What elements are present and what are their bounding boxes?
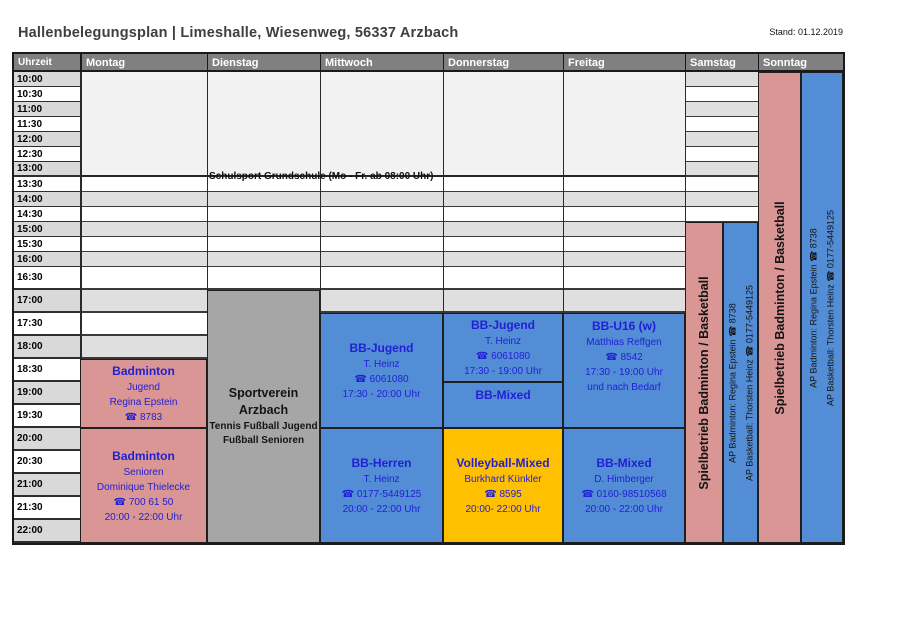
event-bb-u16 — [563, 313, 685, 428]
time-label-1100: 11:00 — [14, 102, 80, 117]
event-time: 20:00- 22:00 Uhr — [465, 504, 541, 515]
event-phone: ☎ 8783 — [124, 412, 163, 423]
time-label-1930: 19:30 — [14, 405, 80, 428]
event-title: BB-Mixed — [596, 456, 652, 470]
time-label-1130: 11:30 — [14, 117, 80, 132]
event-line: Burkhard Künkler — [464, 474, 542, 485]
event-time: 17:30 - 20:00 Uhr — [342, 389, 421, 400]
event-volleyball-mixed — [443, 428, 563, 543]
event-ap-kontakt-samstag — [723, 222, 758, 543]
event-phone: ☎ 8595 — [484, 489, 522, 500]
event-title: BB-Jugend — [471, 318, 535, 332]
time-label-2030: 20:30 — [14, 451, 80, 474]
column-header-donnerstag: Donnerstag — [443, 54, 563, 72]
column-header-uhrzeit: Uhrzeit — [14, 54, 80, 72]
schulsport-cell — [80, 72, 685, 177]
grid-row — [80, 177, 843, 192]
event-title: Volleyball-Mixed — [456, 456, 550, 470]
time-label-1430: 14:30 — [14, 207, 80, 222]
event-title: Arzbach — [238, 403, 289, 417]
column-header-mittwoch: Mittwoch — [320, 54, 443, 72]
event-phone: ☎ 0177-5449125 — [341, 489, 422, 500]
event-badminton-senioren — [80, 428, 207, 543]
event-title: BB-Jugend — [349, 341, 414, 355]
page-title: Hallenbelegungsplan | Limeshalle, Wiesenweg, 56337 Arzbach — [18, 25, 459, 41]
event-title: BB-Herren — [351, 456, 412, 470]
time-label-1300: 13:00 — [14, 162, 80, 177]
event-title: BB-Mixed — [475, 388, 531, 402]
column-header-freitag: Freitag — [563, 54, 685, 72]
grid-row — [80, 207, 843, 222]
event-phone: ☎ 6061080 — [354, 374, 409, 385]
event-time: 20:00 - 22:00 Uhr — [104, 511, 183, 523]
event-time: 17:30 - 19:00 Uhr — [585, 367, 663, 378]
vertical-label: Spielbetrieb Badminton / Basketball — [697, 275, 711, 490]
time-label-1400: 14:00 — [14, 192, 80, 207]
event-phone: ☎ 8542 — [605, 352, 643, 363]
event-phone: ☎ 0160-98510568 — [581, 489, 667, 500]
event-spielbetrieb-samstag — [685, 222, 723, 543]
event-time: 20:00 - 22:00 Uhr — [342, 504, 421, 515]
column-header-dienstag: Dienstag — [207, 54, 320, 72]
time-label-2000: 20:00 — [14, 428, 80, 451]
event-title: BB-U16 (w) — [591, 319, 656, 333]
event-spielbetrieb-sonntag — [758, 72, 801, 543]
event-line: Dominique Thielecke — [96, 481, 191, 493]
event-title: Badminton — [112, 448, 175, 463]
column-header-samstag: Samstag — [685, 54, 758, 72]
stand-date: Stand: 01.12.2019 — [769, 27, 843, 37]
event-line: Matthias Reffgen — [586, 337, 662, 348]
event-time: 17:30 - 19:00 Uhr — [464, 366, 542, 377]
time-label-1000: 10:00 — [14, 72, 80, 87]
event-title: Badminton — [112, 364, 175, 378]
event-bb-mixed-donnerstag — [443, 382, 563, 428]
time-label-1800: 18:00 — [14, 336, 80, 359]
time-label-1900: 19:00 — [14, 382, 80, 405]
time-label-1030: 10:30 — [14, 87, 80, 102]
time-label-1500: 15:00 — [14, 222, 80, 237]
event-line: und nach Bedarf — [587, 382, 661, 393]
time-label-1600: 16:00 — [14, 252, 80, 267]
time-label-1830: 18:30 — [14, 359, 80, 382]
time-label-1700: 17:00 — [14, 290, 80, 313]
event-line: Jugend — [127, 382, 160, 393]
time-label-2200: 22:00 — [14, 520, 80, 543]
ap-badminton-contact: AP Badminton: Regina Epstein ☎ 8738 — [808, 227, 819, 388]
time-label-1630: 16:30 — [14, 267, 80, 290]
event-sportverein-arzbach — [207, 290, 320, 543]
schedule-table — [12, 52, 845, 545]
grid-row — [80, 192, 843, 207]
event-line: Senioren — [123, 466, 164, 478]
schulsport-label: Schulsport Grundschule (Mo - Fr. ab 08:00 Uhr) — [209, 171, 434, 182]
event-line: Regina Epstein — [109, 397, 178, 408]
time-label-2130: 21:30 — [14, 497, 80, 520]
time-label-1530: 15:30 — [14, 237, 80, 252]
vertical-label: Spielbetrieb Badminton / Basketball — [772, 200, 787, 415]
event-bb-herren — [320, 428, 443, 543]
event-line: Fußball Senioren — [222, 435, 305, 446]
event-phone: ☎ 700 61 50 — [113, 496, 174, 508]
event-title: Sportverein — [228, 385, 299, 400]
event-time: 20:00 - 22:00 Uhr — [585, 504, 663, 515]
event-bb-mixed-freitag — [563, 428, 685, 543]
column-header-montag: Montag — [80, 54, 207, 72]
event-badminton-jugend — [80, 359, 207, 428]
time-label-2100: 21:00 — [14, 474, 80, 497]
ap-basketball-contact: AP Basketball: Thorsten Heinz ☎ 0177-5449125 — [743, 284, 754, 481]
time-label-1730: 17:30 — [14, 313, 80, 336]
event-bb-jugend-mittwoch — [320, 313, 443, 428]
column-header-sonntag: Sonntag — [758, 54, 843, 72]
event-line: T. Heinz — [484, 336, 522, 347]
time-label-1230: 12:30 — [14, 147, 80, 162]
event-bb-jugend-donnerstag — [443, 313, 563, 382]
event-phone: ☎ 6061080 — [475, 351, 531, 362]
event-ap-kontakt-sonntag — [801, 72, 843, 543]
ap-basketball-contact: AP Basketball: Thorsten Heinz ☎ 0177-5449125 — [825, 209, 835, 406]
time-label-1200: 12:00 — [14, 132, 80, 147]
ap-badminton-contact: AP Badminton: Regina Epstein ☎ 8738 — [726, 302, 737, 463]
event-line: T. Heinz — [363, 474, 400, 485]
event-line: Tennis Fußball Jugend — [209, 420, 318, 432]
event-line: T. Heinz — [363, 359, 400, 370]
time-label-1330: 13:30 — [14, 177, 80, 192]
event-line: D. Himberger — [594, 474, 654, 485]
